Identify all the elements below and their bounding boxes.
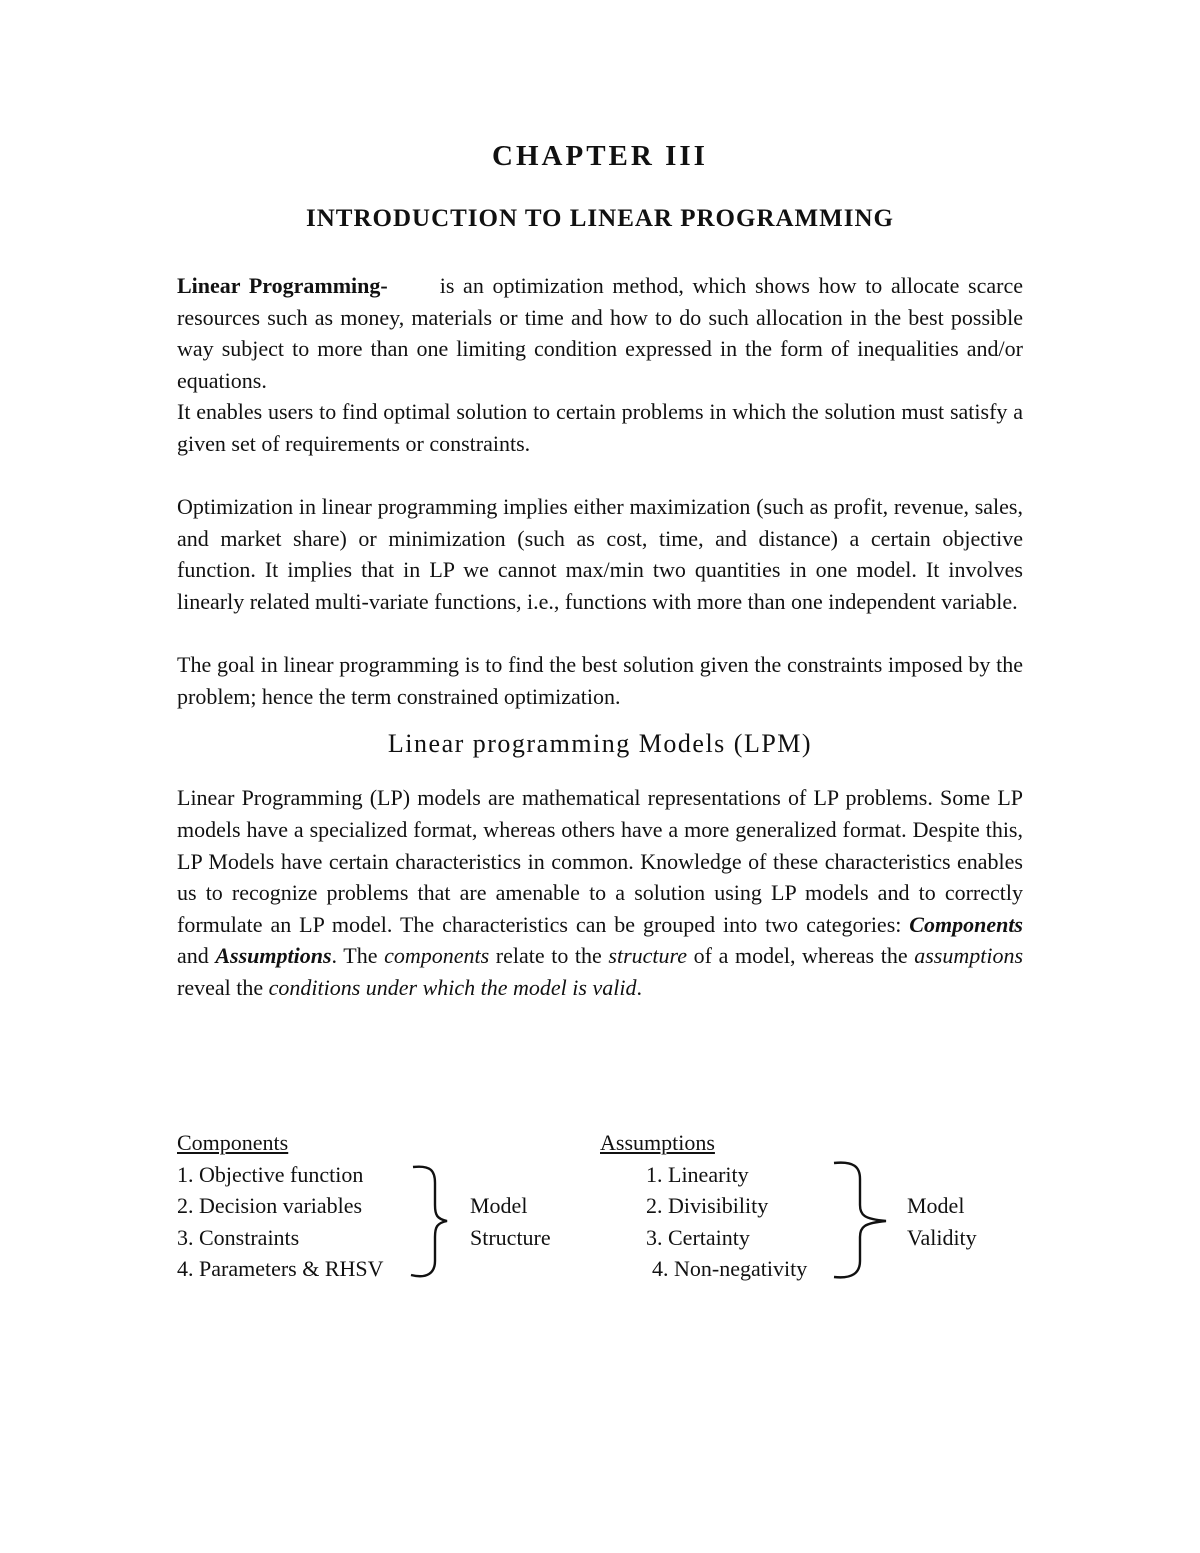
assumptions-bold: Assumptions <box>215 943 332 969</box>
assumptions-heading: Assumptions <box>600 1130 715 1155</box>
list-item: 3. Constraints <box>177 1224 300 1250</box>
list-item: 1. Linearity <box>646 1161 749 1187</box>
definition-paragraph <box>177 270 1023 396</box>
list-item: 2. Decision variables <box>177 1193 363 1219</box>
chapter-title: INTRODUCTION TO LINEAR PROGRAMMING <box>306 205 894 232</box>
definition-text: is an optimization method, which shows how to allocate scarce resources such as money, materials or time and how to do such allocation in the best possible way subject to more than one limiting condition expressed in the form of inequalities and/or equations. <box>177 273 1023 393</box>
enables-paragraph: It enables users to find optimal solution to certain problems in which the solution must satisfy a given set of requirements or constraints. <box>177 399 1023 456</box>
list-item: 3. Certainty <box>646 1224 750 1250</box>
definition-term: Linear Programming- <box>177 273 388 298</box>
body-text <box>177 270 1023 1003</box>
models-paragraph: Linear Programming (LP) models are mathematical representations of LP problems. Some LP models have a specialized format, whereas others have a more generalized format. Despite this, LP Models have certain characteristics in common. Knowledge of these characteristics enables us to recognize problems that are amenable to a solution using LP models and to correctly formulate an LP model. The characteristics can be grouped into two categories: Components and Assumptions. The components relate to the structure of a model, whereas the assumptions reveal the conditions under which the model is valid. <box>177 785 1023 1000</box>
section-heading: Linear programming Models (LPM) <box>387 729 813 759</box>
list-item: 4. Parameters & RHSV <box>177 1256 384 1282</box>
list-item: 4. Non-negativity <box>652 1256 808 1282</box>
list-item: 2. Divisibility <box>646 1193 769 1219</box>
curly-brace-icon <box>832 1159 890 1283</box>
chapter-heading: CHAPTER III <box>492 140 708 172</box>
components-assumptions-lists <box>177 1127 1023 1297</box>
curly-brace-icon <box>409 1161 449 1281</box>
components-heading: Components <box>177 1130 289 1155</box>
components-bold: Components <box>909 911 1023 937</box>
model-structure-label: Model Structure <box>470 1193 551 1250</box>
components-list <box>177 1127 384 1285</box>
goal-paragraph: The goal in linear programming is to find the best solution given the constraints imposed by the problem; hence the term constrained optimization. <box>177 652 1023 709</box>
assumptions-list <box>600 1127 807 1285</box>
list-item: 1. Objective function <box>177 1161 364 1187</box>
model-validity-label: Model Validity <box>907 1193 977 1250</box>
optimization-paragraph: Optimization in linear programming implies either maximization (such as profit, revenue, sales, and market share) or minimization (such as cost, time, and distance) a certain objective function. It implies that in LP we cannot max/min two quantities in one model. It involves linearly related multi-variate functions, i.e., functions with more than one independent variable. <box>177 494 1023 614</box>
